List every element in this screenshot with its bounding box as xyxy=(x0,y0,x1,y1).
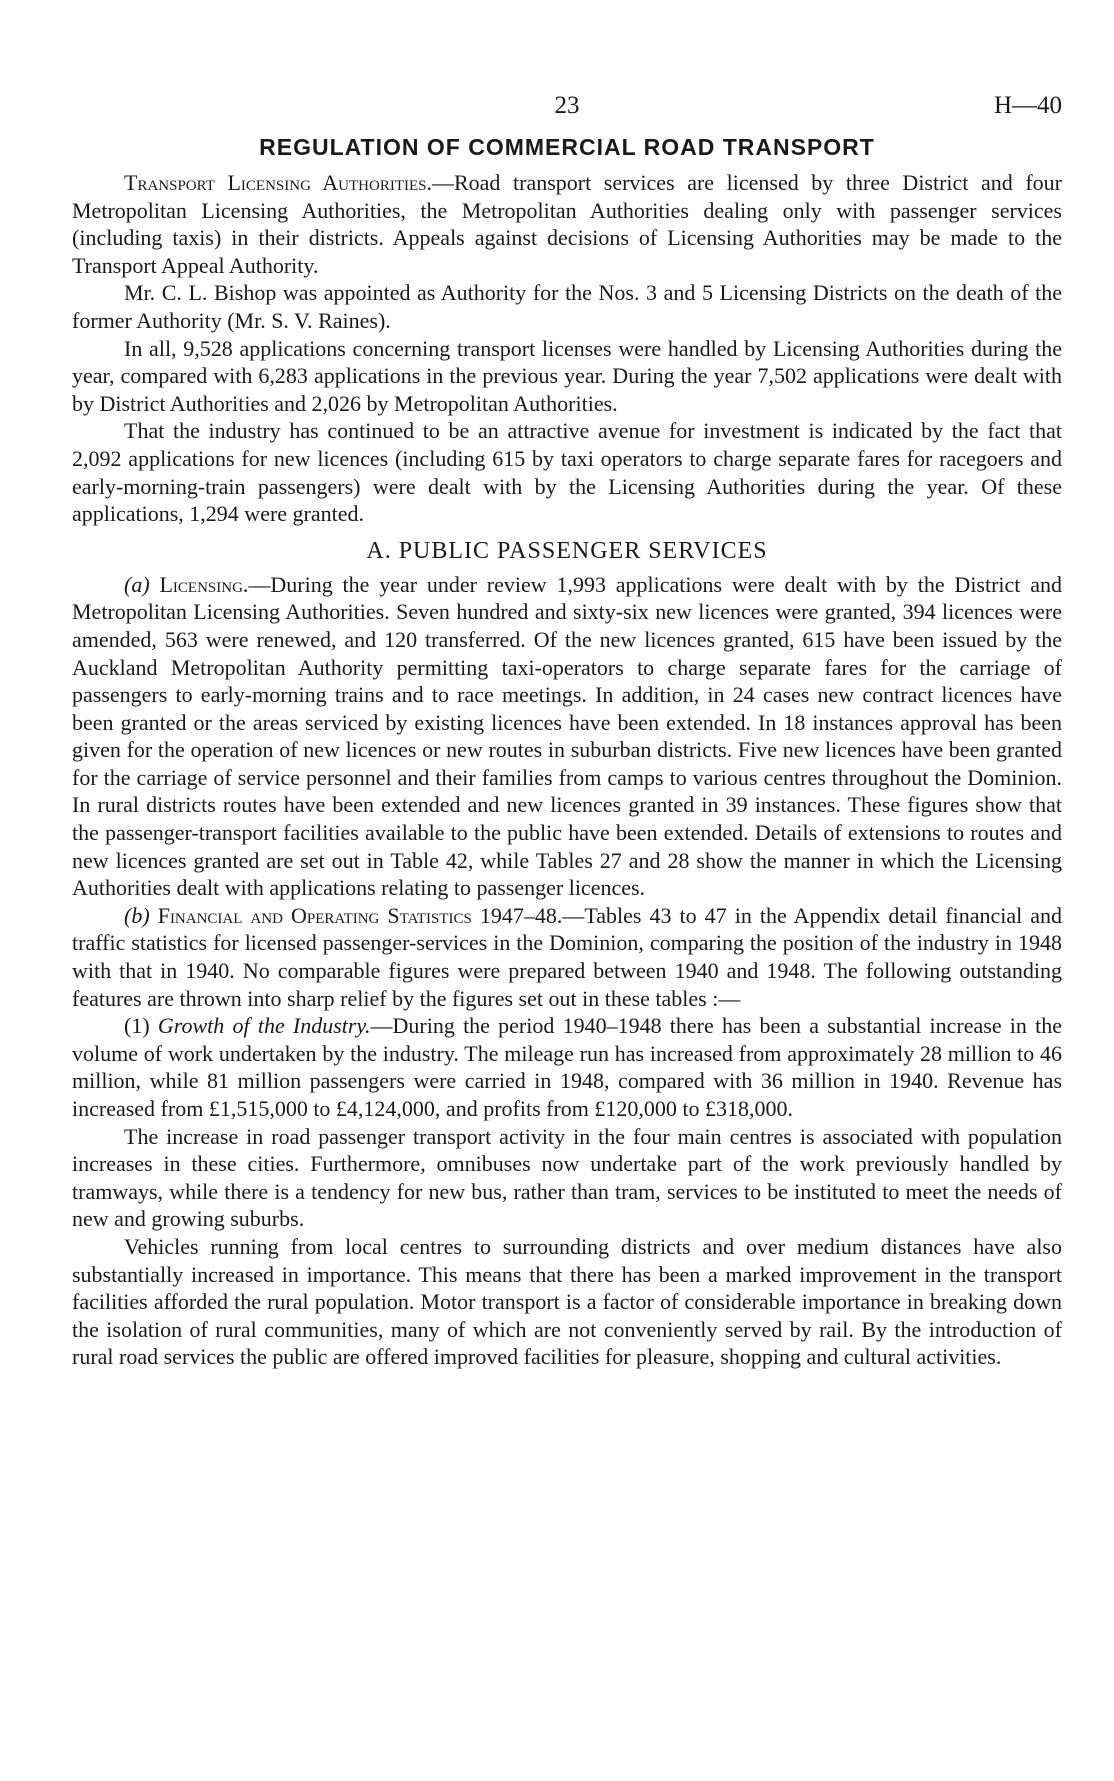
paragraph-licensing xyxy=(72,571,1062,902)
paragraph-growth-of-industry xyxy=(72,1012,1062,1122)
paragraph-rural-services: Vehicles running from local centres to surrounding districts and over medium distances have also substantially increased in importance. This means that there has been a marked improvement in the transport facilities afforded the rural population. Motor transport is a factor of considerable importance in breaking down the isolation of rural communities, many of which are not conveniently served by rail. By the introduction of rural road services the public are offered improved facilities for pleasure, shopping and cultural activities. xyxy=(72,1233,1062,1370)
paragraph-text: —Tables 43 to 47 in the Appendix detail financial and traffic statistics for licensed passenger-services in the Dominion, comparing the position of the industry in 1948 with that in 1940. No comparable figures were prepared between 1940 and 1948. The following outstanding features are thrown into sharp relief by the figures set out in these tables :— xyxy=(72,902,1063,1011)
paragraph-investment: That the industry has continued to be an attractive avenue for investment is indicated by the fact that 2,092 applications for new licences (including 615 by taxi operators to charge separate fares for racegoers and early-morning-train passengers) were dealt with by the Licensing Authorities during the year. Of these applications, 1,294 were granted. xyxy=(72,418,1062,527)
paragraph-appointment: Mr. C. L. Bishop was appointed as Authority for the Nos. 3 and 5 Licensing Districts on the death of the former Authority (Mr. S. V. Raines). xyxy=(72,280,1062,333)
paragraph-lead: Transport Licensing Authorities. xyxy=(124,170,432,195)
document-page xyxy=(72,70,1062,1371)
paragraph-lead: Licensing. xyxy=(159,571,249,597)
document-code: H—40 xyxy=(993,92,1062,119)
paragraph-lead: Growth of the Industry. xyxy=(157,1013,371,1039)
paragraph-label: (a) xyxy=(124,571,150,597)
section-heading-public-passenger-services: A. PUBLIC PASSENGER SERVICES xyxy=(366,537,768,564)
paragraph-main-centres: The increase in road passenger transport activity in the four main centres is associated with population increases in these cities. Furthermore, omnibuses now undertake part of the work previously handled by tramways, while there is a tendency for new bus, rather than tram, services to be instituted to meet the needs of new and growing suburbs. xyxy=(72,1123,1062,1232)
paragraph-lead: Financial and Operating Statistics 1947–48. xyxy=(157,902,563,928)
page-header xyxy=(72,70,1062,120)
page-title: REGULATION OF COMMERCIAL ROAD TRANSPORT xyxy=(259,134,875,160)
paragraph-applications-total: In all, 9,528 applications concerning transport licenses were handled by Licensing Authorities during the year, compared with 6,283 applications in the previous year. During the year 7,502 applications were dealt with by District Authorities and 2,026 by Metropolitan Authorities. xyxy=(72,335,1062,416)
page-number: 23 xyxy=(554,92,580,119)
paragraph-licensing-authorities xyxy=(72,169,1062,279)
paragraph-label: (b) xyxy=(124,902,150,928)
paragraph-text: —During the year under review 1,993 applications were dealt with by the District and Metropolitan Licensing Authorities. Seven hundred and sixty-six new licences were granted, 394 licences were amended, 563 were renewed, and 120 transferred. Of the new licences granted, 615 have been issued by the Auckland Metropolitan Authority permitting taxi-operators to charge separate fares for the carriage of passengers to early-morning trains and to race meetings. In addition, in 24 cases new contract licences have been granted or the areas serviced by existing licences have been extended. In 18 instances approval has been given for the operation of new licences or new routes in suburban districts. Five new licences have been granted for the carriage of service personnel and their families from camps to various centres throughout the Dominion. In rural districts routes have been extended and new licences granted in 39 instances. These figures show that the passenger-transport facilities available to the public have been extended. Details of extensions to routes and new licences granted are set out in Table 42, while Tables 27 and 28 show the manner in which the Licensing Authorities dealt with applications relating to passenger licences. xyxy=(72,571,1062,901)
paragraph-text: —During the period 1940–1948 there has been a substantial increase in the volume of work undertaken by the industry. The mileage run has increased from approximately 28 million to 46 million, while 81 million passengers were carried in 1948, compared with 36 million in 1940. Revenue has increased from £1,515,000 to £4,124,000, and profits from £120,000 to £318,000. xyxy=(72,1013,1062,1121)
paragraph-label: (1) xyxy=(124,1013,150,1039)
paragraph-text: —Road transport services are licensed by three District and four Metropolitan Licensing Authorities, the Metropolitan Authorities dealing only with passenger services (including taxis) in their districts. Appeals against decisions of Licensing Authorities may be made to the Transport Appeal Authority. xyxy=(72,170,1062,278)
paragraph-financial-statistics xyxy=(72,902,1062,1012)
